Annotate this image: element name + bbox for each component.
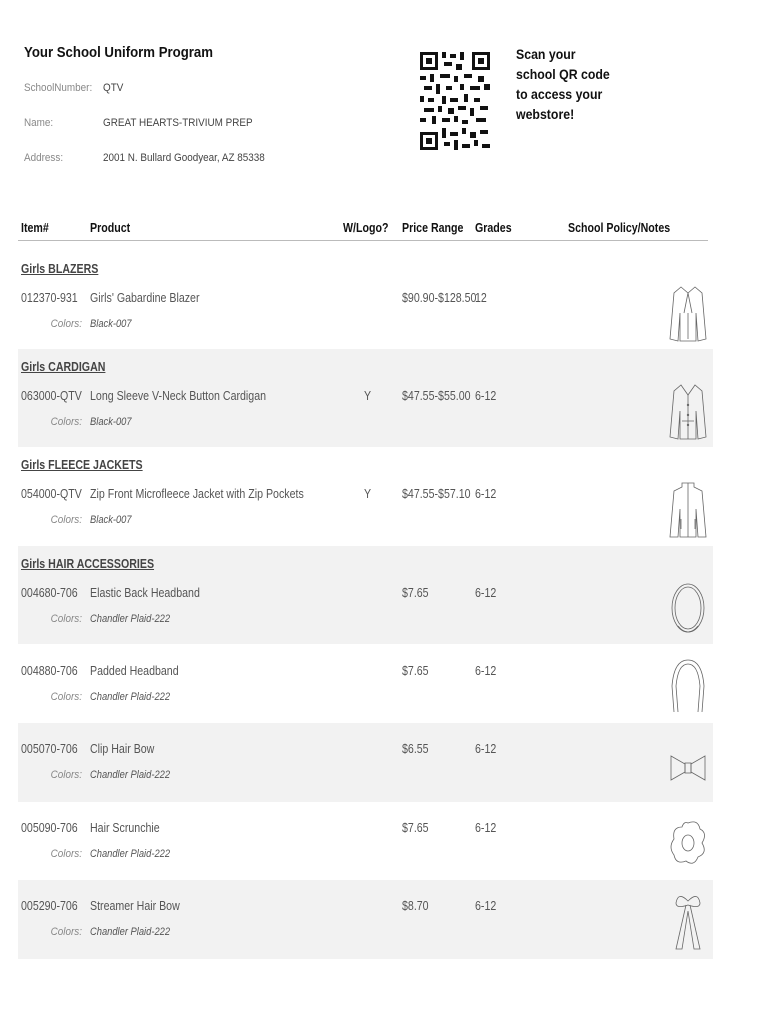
- colors-value: Black-007: [90, 318, 132, 330]
- qr-line: webstore!: [516, 106, 575, 122]
- category-heading: Girls CARDIGAN: [21, 360, 106, 374]
- price-range: $8.70: [402, 899, 429, 913]
- category-heading: Girls FLEECE JACKETS: [21, 458, 143, 472]
- grades: 6-12: [475, 586, 497, 600]
- col-header-price: Price Range: [402, 221, 464, 235]
- row-band: [18, 880, 713, 959]
- padded-headband-icon: [668, 656, 708, 718]
- item-number: 005090-706: [21, 821, 78, 835]
- logo-flag: Y: [364, 487, 372, 501]
- qr-line: to access your: [516, 86, 603, 102]
- colors-label: Colors:: [50, 514, 82, 526]
- school-number-value: QTV: [103, 82, 124, 94]
- colors-value: Chandler Plaid-222: [90, 613, 171, 625]
- colors-label: Colors:: [50, 416, 82, 428]
- header-divider: [18, 240, 708, 241]
- grades: 6-12: [475, 821, 497, 835]
- item-number: 005070-706: [21, 742, 78, 756]
- colors-label: Colors:: [50, 769, 82, 781]
- grades: 12: [475, 291, 487, 305]
- grades: 6-12: [475, 742, 497, 756]
- price-range: $47.55-$57.10: [402, 487, 471, 501]
- item-number: 004880-706: [21, 664, 78, 678]
- colors-value: Black-007: [90, 416, 132, 428]
- colors-value: Chandler Plaid-222: [90, 926, 171, 938]
- grades: 6-12: [475, 664, 497, 678]
- qr-line: Scan your: [516, 46, 576, 62]
- product-name: Elastic Back Headband: [90, 586, 200, 600]
- fleece-jacket-icon: [668, 479, 708, 541]
- address-label: Address:: [24, 152, 64, 164]
- school-number-label: SchoolNumber:: [24, 82, 93, 94]
- product-name: Hair Scrunchie: [90, 821, 160, 835]
- category-heading: Girls BLAZERS: [21, 262, 99, 276]
- col-header-logo: W/Logo?: [343, 221, 389, 235]
- row-band: [18, 723, 713, 802]
- item-number: 005290-706: [21, 899, 78, 913]
- product-name: Padded Headband: [90, 664, 179, 678]
- name-label: Name:: [24, 117, 54, 129]
- item-number: 063000-QTV: [21, 389, 82, 403]
- colors-label: Colors:: [50, 848, 82, 860]
- item-number: 004680-706: [21, 586, 78, 600]
- product-name: Streamer Hair Bow: [90, 899, 180, 913]
- name-value: GREAT HEARTS-TRIVIUM PREP: [103, 117, 253, 129]
- item-number: 012370-931: [21, 291, 78, 305]
- price-range: $90.90-$128.50: [402, 291, 477, 305]
- colors-value: Chandler Plaid-222: [90, 691, 171, 703]
- colors-value: Chandler Plaid-222: [90, 769, 171, 781]
- elastic-headband-icon: [668, 578, 708, 640]
- streamer-bow-icon: [668, 891, 708, 953]
- grades: 6-12: [475, 487, 497, 501]
- colors-label: Colors:: [50, 926, 82, 938]
- price-range: $7.65: [402, 821, 429, 835]
- scrunchie-icon: [668, 813, 708, 875]
- col-header-notes: School Policy/Notes: [568, 221, 671, 235]
- colors-label: Colors:: [50, 318, 82, 330]
- page-title: Your School Uniform Program: [24, 44, 213, 61]
- item-number: 054000-QTV: [21, 487, 82, 501]
- colors-value: Chandler Plaid-222: [90, 848, 171, 860]
- product-name: Clip Hair Bow: [90, 742, 155, 756]
- cardigan-icon: [668, 381, 708, 443]
- qr-line: school QR code: [516, 66, 610, 82]
- col-header-grades: Grades: [475, 221, 512, 235]
- product-name: Zip Front Microfleece Jacket with Zip Pockets: [90, 487, 304, 501]
- category-heading: Girls HAIR ACCESSORIES: [21, 557, 155, 571]
- product-name: Long Sleeve V-Neck Button Cardigan: [90, 389, 267, 403]
- grades: 6-12: [475, 389, 497, 403]
- colors-label: Colors:: [50, 613, 82, 625]
- col-header-item: Item#: [21, 221, 49, 235]
- colors-value: Black-007: [90, 514, 132, 526]
- hair-bow-icon: [668, 736, 708, 798]
- address-value: 2001 N. Bullard Goodyear, AZ 85338: [103, 152, 265, 164]
- grades: 6-12: [475, 899, 497, 913]
- colors-label: Colors:: [50, 691, 82, 703]
- price-range: $47.55-$55.00: [402, 389, 471, 403]
- price-range: $6.55: [402, 742, 429, 756]
- qr-code[interactable]: [420, 52, 490, 156]
- col-header-product: Product: [90, 221, 131, 235]
- qr-instructions: [516, 44, 613, 124]
- blazer-icon: [668, 283, 708, 345]
- product-name: Girls' Gabardine Blazer: [90, 291, 200, 305]
- logo-flag: Y: [364, 389, 372, 403]
- price-range: $7.65: [402, 664, 429, 678]
- price-range: $7.65: [402, 586, 429, 600]
